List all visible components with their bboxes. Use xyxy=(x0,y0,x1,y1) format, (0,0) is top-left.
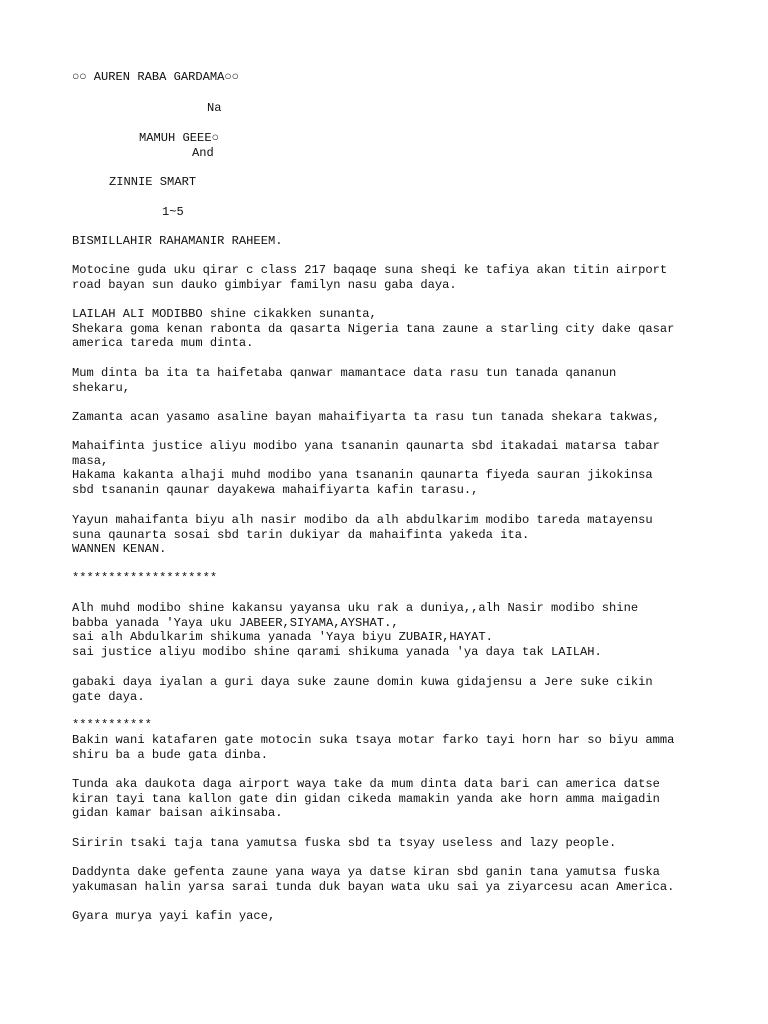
by-label: Na xyxy=(207,101,222,115)
paragraph-10: Tunda aka daukota daga airport waya take da mum dinta data bari can america datse kiran tayi tana kallon gate din gidan cikeda mamakin yanda ake horn amma maigadin gidan kamar baisan aikinsaba. xyxy=(72,777,660,821)
document-title: ○○ AUREN RABA GARDAMA○○ xyxy=(72,70,239,84)
separator: ******************** xyxy=(72,571,218,585)
paragraph-6: Yayun mahaifanta biyu alh nasir modibo da alh abdulkarim modibo tareda matayensu suna qaunarta sosai sbd tarin dukiyar da mahaifinta yakeda ita. WANNEN KENAN. xyxy=(72,513,653,557)
paragraph-13: Gyara murya yayi kafin yace, xyxy=(72,909,276,923)
bismillah-heading: BISMILLAHIR RAHAMANIR RAHEEM. xyxy=(72,234,283,248)
author-one: MAMUH GEEE○ xyxy=(139,131,219,145)
paragraph-2: LAILAH ALI MODIBBO shine cikakken sunanta, Shekara goma kenan rabonta da qasarta Nigeria tana zaune a starling city dake qasar america tareda mum dinta. xyxy=(72,307,675,351)
paragraph-5: Mahaifinta justice aliyu modibo yana tsananin qaunarta sbd itakadai matarsa tabar masa, Hakama kakanta alhaji muhd modibo yana tsananin qaunarta fiyeda sauran jikokinsa sbd tsananin qaunar dayakewa mahaifiyarta kafin tarasu., xyxy=(72,439,660,497)
author-two: ZINNIE SMART xyxy=(109,175,197,189)
paragraph-3: Mum dinta ba ita ta haifetaba qanwar mamantace data rasu tun tanada qananun shekaru, xyxy=(72,366,617,395)
paragraph-12: Daddynta dake gefenta zaune yana waya ya datse kiran sbd ganin tana yamutsa fuska yakumasan halin yarsa sarai tunda duk bayan wata uku sai ya ziyarcesu acan America. xyxy=(72,865,675,894)
paragraph-7: Alh muhd modibo shine kakansu yayansa uku rak a duniya,,alh Nasir modibo shine babba yanada 'Yaya uku JABEER,SIYAMA,AYSHAT., sai alh Abdulkarim shikuma yanada 'Yaya biyu ZUBAIR,HAYAT. sai justice aliyu modibo shine qarami shikuma yanada 'ya daya tak LAILAH. xyxy=(72,601,639,659)
separator: *********** xyxy=(72,718,152,732)
paragraph-8: gabaki daya iyalan a guri daya suke zaune domin kuwa gidajensu a Jere suke cikin gate daya. xyxy=(72,675,653,704)
and-label: And xyxy=(192,146,214,160)
paragraph-1: Motocine guda uku qirar c class 217 baqaqe suna sheqi ke tafiya akan titin airport road bayan sun dauko gimbiyar familyn nasu gaba daya. xyxy=(72,263,668,292)
chapter-range: 1~5 xyxy=(162,205,184,219)
paragraph-9: Bakin wani katafaren gate motocin suka tsaya motar farko tayi horn har so biyu amma shiru ba a bude gata dinba. xyxy=(72,733,675,762)
paragraph-4: Zamanta acan yasamo asaline bayan mahaifiyarta ta rasu tun tanada shekara takwas, xyxy=(72,410,660,424)
paragraph-11: Siririn tsaki taja tana yamutsa fuska sbd ta tsyay useless and lazy people. xyxy=(72,836,617,850)
